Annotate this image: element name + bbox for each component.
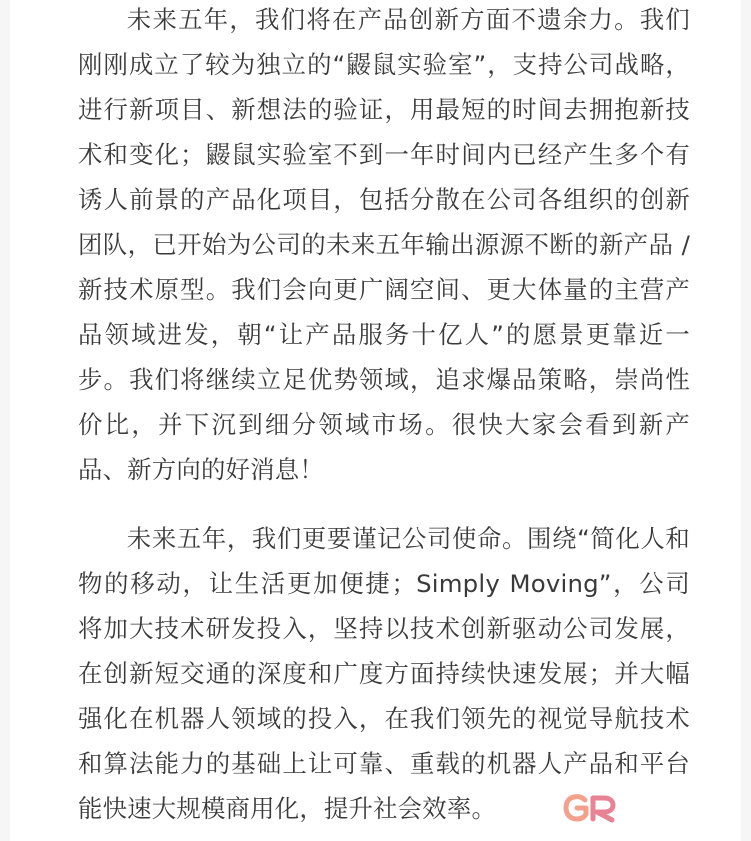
article-body bbox=[78, 0, 690, 831]
article-paragraph-2: 未来五年，我们更要谨记公司使命。围绕“简化人和物的移动，让生活更加便捷；Simply Moving”，公司将加大技术研发投入，坚持以技术创新驱动公司发展，在创新短交通的深度和广度方面持续快速发展；并大幅强化在机器人领域的投入，在我们领先的视觉导航技术和算法能力的基础上让可靠、重载的机器人产品和平台能快速大规模商用化，提升社会效率。 bbox=[78, 524, 690, 823]
gr-logo-icon bbox=[563, 792, 619, 824]
article-paragraph-1: 未来五年，我们将在产品创新方面不遗余力。我们刚刚成立了较为独立的“鼹鼠实验室”，支持公司战略，进行新项目、新想法的验证，用最短的时间去拥抱新技术和变化；鼹鼠实验室不到一年时间内已经产生多个有诱人前景的产品化项目，包括分散在公司各组织的创新团队，已开始为公司的未来五年输出源源不断的新产品 / 新技术原型。我们会向更广阔空间、更大体量的主营产品领域进发，朝“让产品服务十亿人”的愿景更靠近一步。我们将继续立足优势领域，追求爆品策略，崇尚性价比，并下沉到细分领域市场。很快大家会看到新产品、新方向的好消息！ bbox=[78, 5, 690, 484]
article-page bbox=[10, 0, 741, 841]
